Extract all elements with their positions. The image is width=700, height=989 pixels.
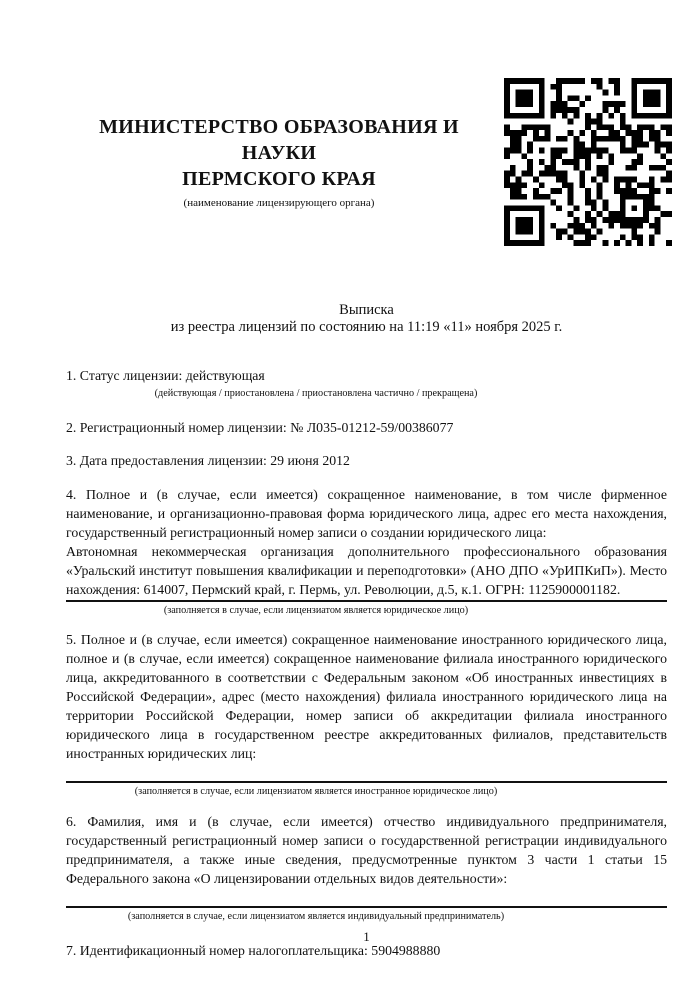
page-number: 1 [363,929,370,944]
license-status-text: 1. Статус лицензии: действующая [66,368,265,383]
item-individual-entrepreneur [66,812,667,923]
licensing-authority-block [66,114,492,210]
legal-entity-value: Автономная некоммерческая организация дополнительного профессионального образования «Уральский институт повышения квалификации и переподготовки» (АНО ДПО «УрИПКиП»). Место нахождения: 614007, Пермский край, г. Пермь, ул. Революции, д.5, к.1. ОГРН: 1125900001182. [66,542,667,602]
item-registration-number [66,418,667,437]
document-title [66,302,667,336]
ministry-name-line1: МИНИСТЕРСТВО ОБРАЗОВАНИЯ И НАУКИ [99,116,459,164]
taxpayer-number-text: 7. Идентификационный номер налогоплательщика: 5904988880 [66,943,441,958]
item-legal-entity [66,485,667,617]
individual-entrepreneur-label: 6. Фамилия, имя и (в случае, если имеется) отчество индивидуального предпринимателя, государственный регистрационный номер записи о государственной регистрации индивидуального предпринимателя, а также иные сведения, предусмотренные пунктом 3 части 1 статьи 15 Федерального закона «О лицензировании отдельных видов деятельности»: [66,814,667,886]
individual-entrepreneur-blank-field [66,894,667,908]
foreign-entity-label: 5. Полное и (в случае, если имеется) сокращенное наименование иностранного юридического лица, полное и (в случае, если имеется) сокращенное наименование филиала иностранного юридического лица, аккредитованного в соответствии с Федеральным законом «Об иностранных инвестициях в Российской Федерации», адрес (место нахождения) филиала иностранного юридического лица на территории Российской Федерации, номер записи об аккредитации филиала иностранного юридического лица в государственном реестре аккредитованных филиалов, представительств иностранных юридических лиц: [66,632,667,761]
foreign-entity-blank-field [66,769,667,783]
document-body [0,302,700,960]
item-license-status [66,366,667,400]
license-date-text: 3. Дата предоставления лицензии: 29 июня 2012 [66,453,350,468]
item-license-date [66,451,667,470]
registration-number-text: 2. Регистрационный номер лицензии: № Л035-01212-59/00386077 [66,420,454,435]
legal-entity-caption: (заполняется в случае, если лицензиатом является юридическое лицо) [163,605,469,616]
item-foreign-entity [66,630,667,798]
document-title-line1: Выписка [339,302,394,318]
document-title-line2: из реестра лицензий по состоянию на 11:19 «11» ноября 2025 г. [170,319,563,335]
license-status-caption: (действующая / приостановлена / приостановлена частично / прекращена) [154,388,478,399]
ministry-caption: (наименование лицензирующего органа) [183,197,375,209]
ministry-name-line2: ПЕРМСКОГО КРАЯ [182,168,376,190]
legal-entity-label: 4. Полное и (в случае, если имеется) сокращенное наименование, в том числе фирменное наименование, и организационно-правовая форма юридического лица, адрес его места нахождения, государственный регистрационный номер записи о создании юридического лица: [66,487,667,540]
qr-code [504,78,672,246]
foreign-entity-caption: (заполняется в случае, если лицензиатом является иностранное юридическое лицо) [134,786,498,797]
document-header [66,78,672,246]
individual-entrepreneur-caption: (заполняется в случае, если лицензиатом является индивидуальный предприниматель) [127,911,505,922]
